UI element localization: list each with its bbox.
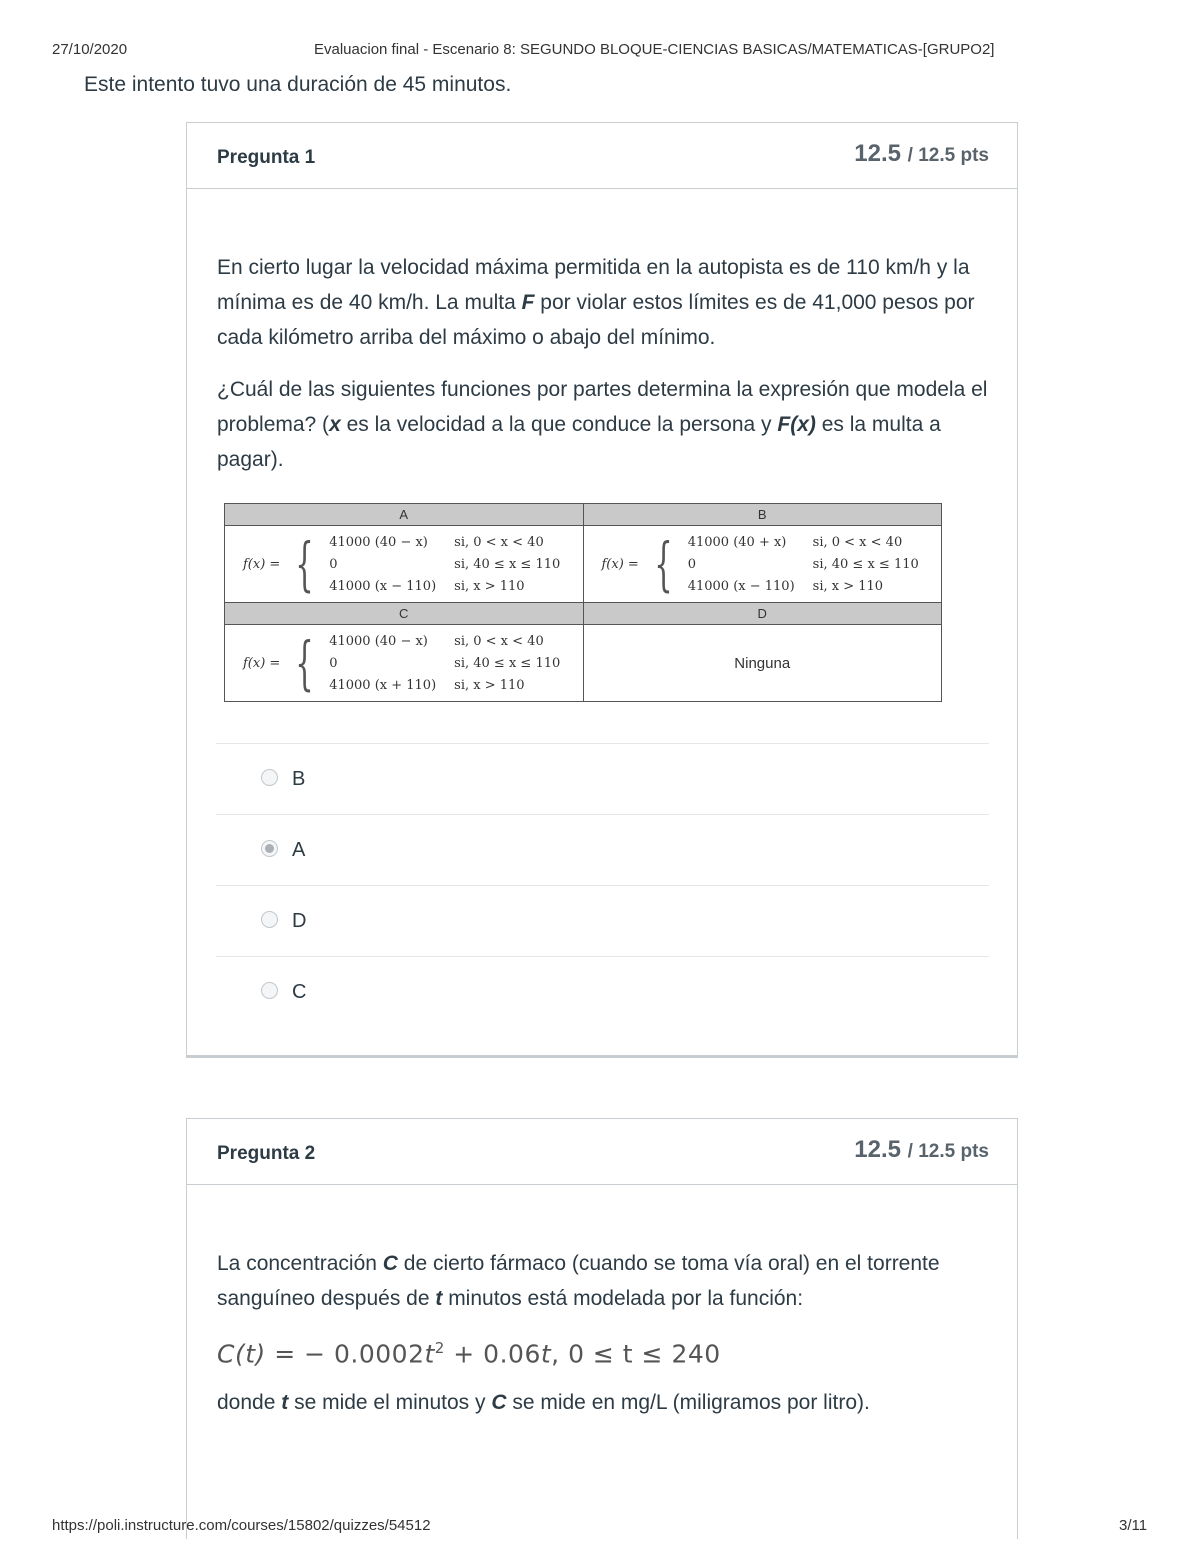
brace-icon: { — [295, 629, 314, 697]
text-run: En cierto lugar la velocidad máxima permitida en la autopista es de 110 km/h y la mínima es de 40 km/h. La multa — [217, 256, 970, 314]
answer-option-d[interactable] — [216, 885, 989, 956]
print-url: https://poli.instructure.com/courses/15802/quizzes/54512 — [52, 1517, 431, 1534]
text-run: de cierto fármaco (cuando se toma vía oral) en el torrente sanguíneo después de — [217, 1252, 940, 1310]
piece-condition: si, 0 < x < 40 — [812, 534, 903, 550]
text-run: donde — [217, 1391, 282, 1415]
piece-condition: si, x > 110 — [454, 677, 525, 693]
print-date: 27/10/2020 — [52, 41, 128, 58]
option-header-c: C — [225, 603, 584, 625]
piece-expression: 41000 (40 − x) — [329, 633, 428, 649]
text-run-emphasis: C — [491, 1391, 507, 1415]
score-value: 12.5 — [854, 1136, 901, 1163]
options-table — [224, 503, 942, 702]
attempt-duration-text: Este intento tuvo una duración de 45 minutos. — [84, 73, 512, 96]
text-run: es la multa a pagar). — [217, 413, 941, 471]
piece-condition: si, 40 ≤ x ≤ 110 — [454, 655, 561, 671]
text-run-emphasis: C — [382, 1252, 398, 1275]
question-paragraph — [217, 1385, 989, 1420]
text-run-emphasis: x — [329, 413, 341, 436]
answer-list — [216, 743, 989, 1027]
text-run: se mide en mg/L (miligramos por litro). — [506, 1391, 870, 1415]
question-score — [854, 140, 989, 168]
answer-label: C — [292, 981, 307, 1003]
text-run-emphasis: F(x) — [777, 413, 816, 436]
score-max: / 12.5 pts — [907, 1141, 989, 1162]
option-header-b: B — [583, 504, 942, 526]
question-header — [187, 1119, 1017, 1185]
option-header-a: A — [225, 504, 584, 526]
text-run: se mide el minutos y — [288, 1391, 492, 1415]
option-cell-c — [225, 625, 584, 702]
question-paragraph — [217, 372, 989, 477]
radio-button[interactable] — [261, 911, 278, 928]
option-cell-d: Ninguna — [583, 625, 942, 702]
piece-condition: si, 0 < x < 40 — [454, 633, 544, 649]
score-value: 12.5 — [854, 140, 901, 167]
radio-button-selected[interactable] — [261, 840, 278, 857]
option-cell-b — [583, 526, 942, 603]
question-text — [217, 250, 989, 494]
formula-part: = − 0.0002 — [265, 1339, 425, 1369]
piece-expression: 41000 (x − 110) — [329, 578, 437, 594]
formula-part: C(t) — [217, 1339, 266, 1369]
answer-option-b[interactable] — [216, 743, 989, 814]
formula-part: + 0.06 — [444, 1339, 541, 1369]
score-max: / 12.5 pts — [907, 145, 989, 166]
formula-exponent: 2 — [434, 1339, 445, 1357]
text-run: es la velocidad a la que conduce la persona y — [340, 413, 778, 436]
piece-condition: si, 0 < x < 40 — [454, 534, 544, 550]
piece-condition: si, x > 110 — [454, 578, 525, 594]
formula — [217, 1331, 989, 1371]
brace-icon: { — [295, 530, 314, 598]
answer-label: B — [292, 768, 306, 790]
answer-label: A — [292, 839, 306, 861]
question-score — [854, 1136, 989, 1164]
print-page-number: 3/11 — [1119, 1517, 1148, 1534]
question-title: Pregunta 1 — [217, 147, 316, 168]
answer-label: D — [292, 910, 307, 932]
piece-expression: 41000 (40 + x) — [687, 534, 787, 550]
function-label: f(x) = — [601, 556, 639, 572]
question-paragraph — [217, 1246, 989, 1316]
piece-condition: si, 40 ≤ x ≤ 110 — [454, 556, 561, 572]
piece-condition: si, 40 ≤ x ≤ 110 — [812, 556, 919, 572]
formula-domain: , 0 ≤ t ≤ 240 — [551, 1339, 721, 1369]
print-page-title: Evaluacion final - Escenario 8: SEGUNDO BLOQUE-CIENCIAS BASICAS/MATEMATICAS-[GRUPO2] — [314, 41, 995, 58]
formula-part: t — [424, 1339, 435, 1369]
question-header — [187, 123, 1017, 189]
question-card-2 — [186, 1118, 1018, 1539]
radio-button[interactable] — [261, 982, 278, 999]
question-card-1 — [186, 122, 1018, 1058]
piece-condition: si, x > 110 — [812, 578, 884, 594]
piece-expression: 0 — [329, 655, 338, 671]
piece-expression: 0 — [329, 556, 338, 572]
piece-expression: 0 — [687, 556, 696, 572]
text-run-emphasis: t — [281, 1391, 289, 1415]
question-title: Pregunta 2 — [217, 1143, 316, 1164]
answer-option-a[interactable] — [216, 814, 989, 885]
text-run: ¿Cuál de las siguientes funciones por partes determina la expresión que modela el problema? ( — [217, 378, 988, 436]
piece-expression: 41000 (40 − x) — [329, 534, 428, 550]
option-cell-a — [225, 526, 584, 603]
text-run: La concentración — [217, 1252, 383, 1275]
question-text — [217, 1246, 989, 1437]
function-label: f(x) = — [243, 556, 281, 572]
question-paragraph — [217, 250, 989, 355]
function-label: f(x) = — [243, 655, 281, 671]
brace-icon: { — [654, 530, 673, 598]
answer-option-c[interactable] — [216, 956, 989, 1027]
text-run-emphasis: F — [521, 291, 535, 314]
text-run: por violar estos límites es de 41,000 pesos por cada kilómetro arriba del máximo o abajo del mínimo. — [217, 291, 975, 349]
text-run-emphasis: t — [435, 1287, 443, 1310]
formula-part: t — [540, 1339, 552, 1369]
piece-expression: 41000 (x − 110) — [687, 578, 795, 594]
piece-expression: 41000 (x + 110) — [329, 677, 437, 693]
text-run: minutos está modelada por la función: — [442, 1287, 804, 1310]
option-header-d: D — [583, 603, 942, 625]
radio-button[interactable] — [261, 769, 278, 786]
